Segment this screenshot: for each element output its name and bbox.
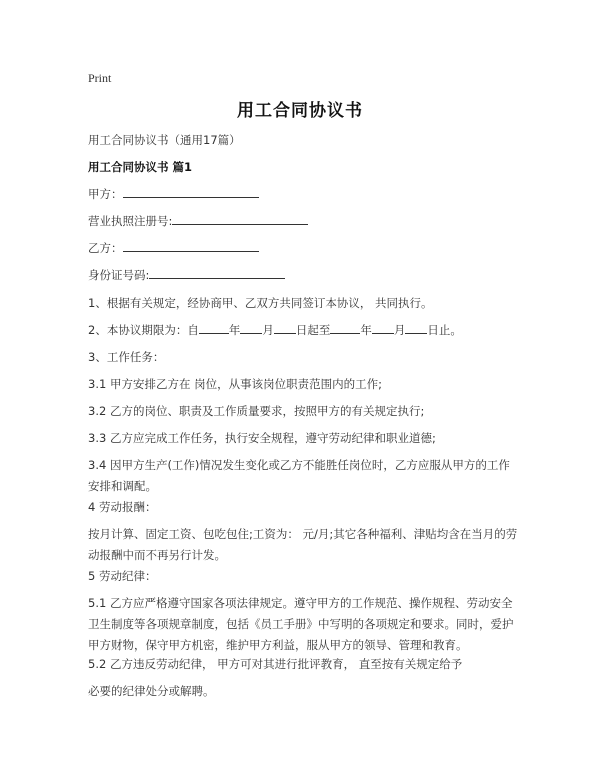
clause-2-month-1: 月 xyxy=(262,323,274,337)
clause-5-2: 5.2 乙方违反劳动纪律， 甲方可对其进行批评教育， 直至按有关规定给予 xyxy=(88,657,463,671)
party-b-blank xyxy=(123,238,259,252)
end-year-blank xyxy=(330,320,360,334)
print-label[interactable]: Print xyxy=(88,71,112,85)
section-heading: 用工合同协议书 篇1 xyxy=(88,160,193,174)
clause-3-3: 3.3 乙方应完成工作任务，执行安全规程，遵守劳动纪律和职业道德; xyxy=(88,431,436,445)
document-subtitle: 用工合同协议书（通用17篇） xyxy=(88,133,241,147)
page-title: 用工合同协议书 xyxy=(237,101,363,121)
id-blank xyxy=(149,265,285,279)
party-b-label: 乙方： xyxy=(88,241,123,255)
party-a-blank xyxy=(123,184,259,198)
license-blank xyxy=(172,211,308,225)
clause-3-2: 3.2 乙方的岗位、职责及工作质量要求，按照甲方的有关规定执行; xyxy=(88,404,425,418)
clause-4-body: 按月计算、固定工资、包吃包住;工资为： 元/月;其它各种福利、津贴均含在当月的劳动报酬中而不再另行计发。 xyxy=(88,527,518,562)
clause-5-heading: 5 劳动纪律： xyxy=(88,569,157,583)
start-day-blank xyxy=(274,320,296,334)
party-b-line xyxy=(88,238,520,259)
clause-2-day-2: 日止。 xyxy=(427,323,462,337)
clause-2-day-1: 日起至 xyxy=(295,323,331,337)
end-day-blank xyxy=(405,320,427,334)
clause-2-prefix: 2、本协议期限为：自 xyxy=(88,323,199,337)
party-a-label: 甲方： xyxy=(88,187,123,201)
id-line xyxy=(88,265,520,286)
clause-3-1: 3.1 甲方安排乙方在 岗位，从事该岗位职责范围内的工作; xyxy=(88,377,382,391)
license-line xyxy=(88,211,520,232)
clause-5-2-continued: 必要的纪律处分或解聘。 xyxy=(88,684,215,698)
clause-3-4: 3.4 因甲方生产(工作)情况发生变化或乙方不能胜任岗位时，乙方应服从甲方的工作安排和调配。 xyxy=(88,458,510,493)
license-label: 营业执照注册号: xyxy=(88,214,173,228)
clause-2 xyxy=(88,320,520,341)
start-month-blank xyxy=(240,320,262,334)
clause-1: 1、根据有关规定，经协商甲、乙双方共同签订本协议， 共同执行。 xyxy=(88,296,433,310)
start-year-blank xyxy=(199,320,229,334)
clause-2-year-1: 年 xyxy=(228,323,241,337)
clause-3-heading: 3、工作任务： xyxy=(88,350,165,364)
party-a-line xyxy=(88,184,520,205)
clause-5-1: 5.1 乙方应严格遵守国家各项法律规定。遵守甲方的工作规范、操作规程、劳动安全卫生制度等各项规章制度，包括《员工手册》中写明的各项规定和要求。同时，爱护甲方财物，保守甲方机密，维护甲方利益，服从甲方的领导、管理和教育。 xyxy=(88,596,514,652)
id-label: 身份证号码: xyxy=(88,268,150,282)
clause-4-heading: 4 劳动报酬： xyxy=(88,500,157,514)
clause-2-year-2: 年 xyxy=(360,323,372,337)
end-month-blank xyxy=(372,320,394,334)
clause-2-month-2: 月 xyxy=(393,323,406,337)
